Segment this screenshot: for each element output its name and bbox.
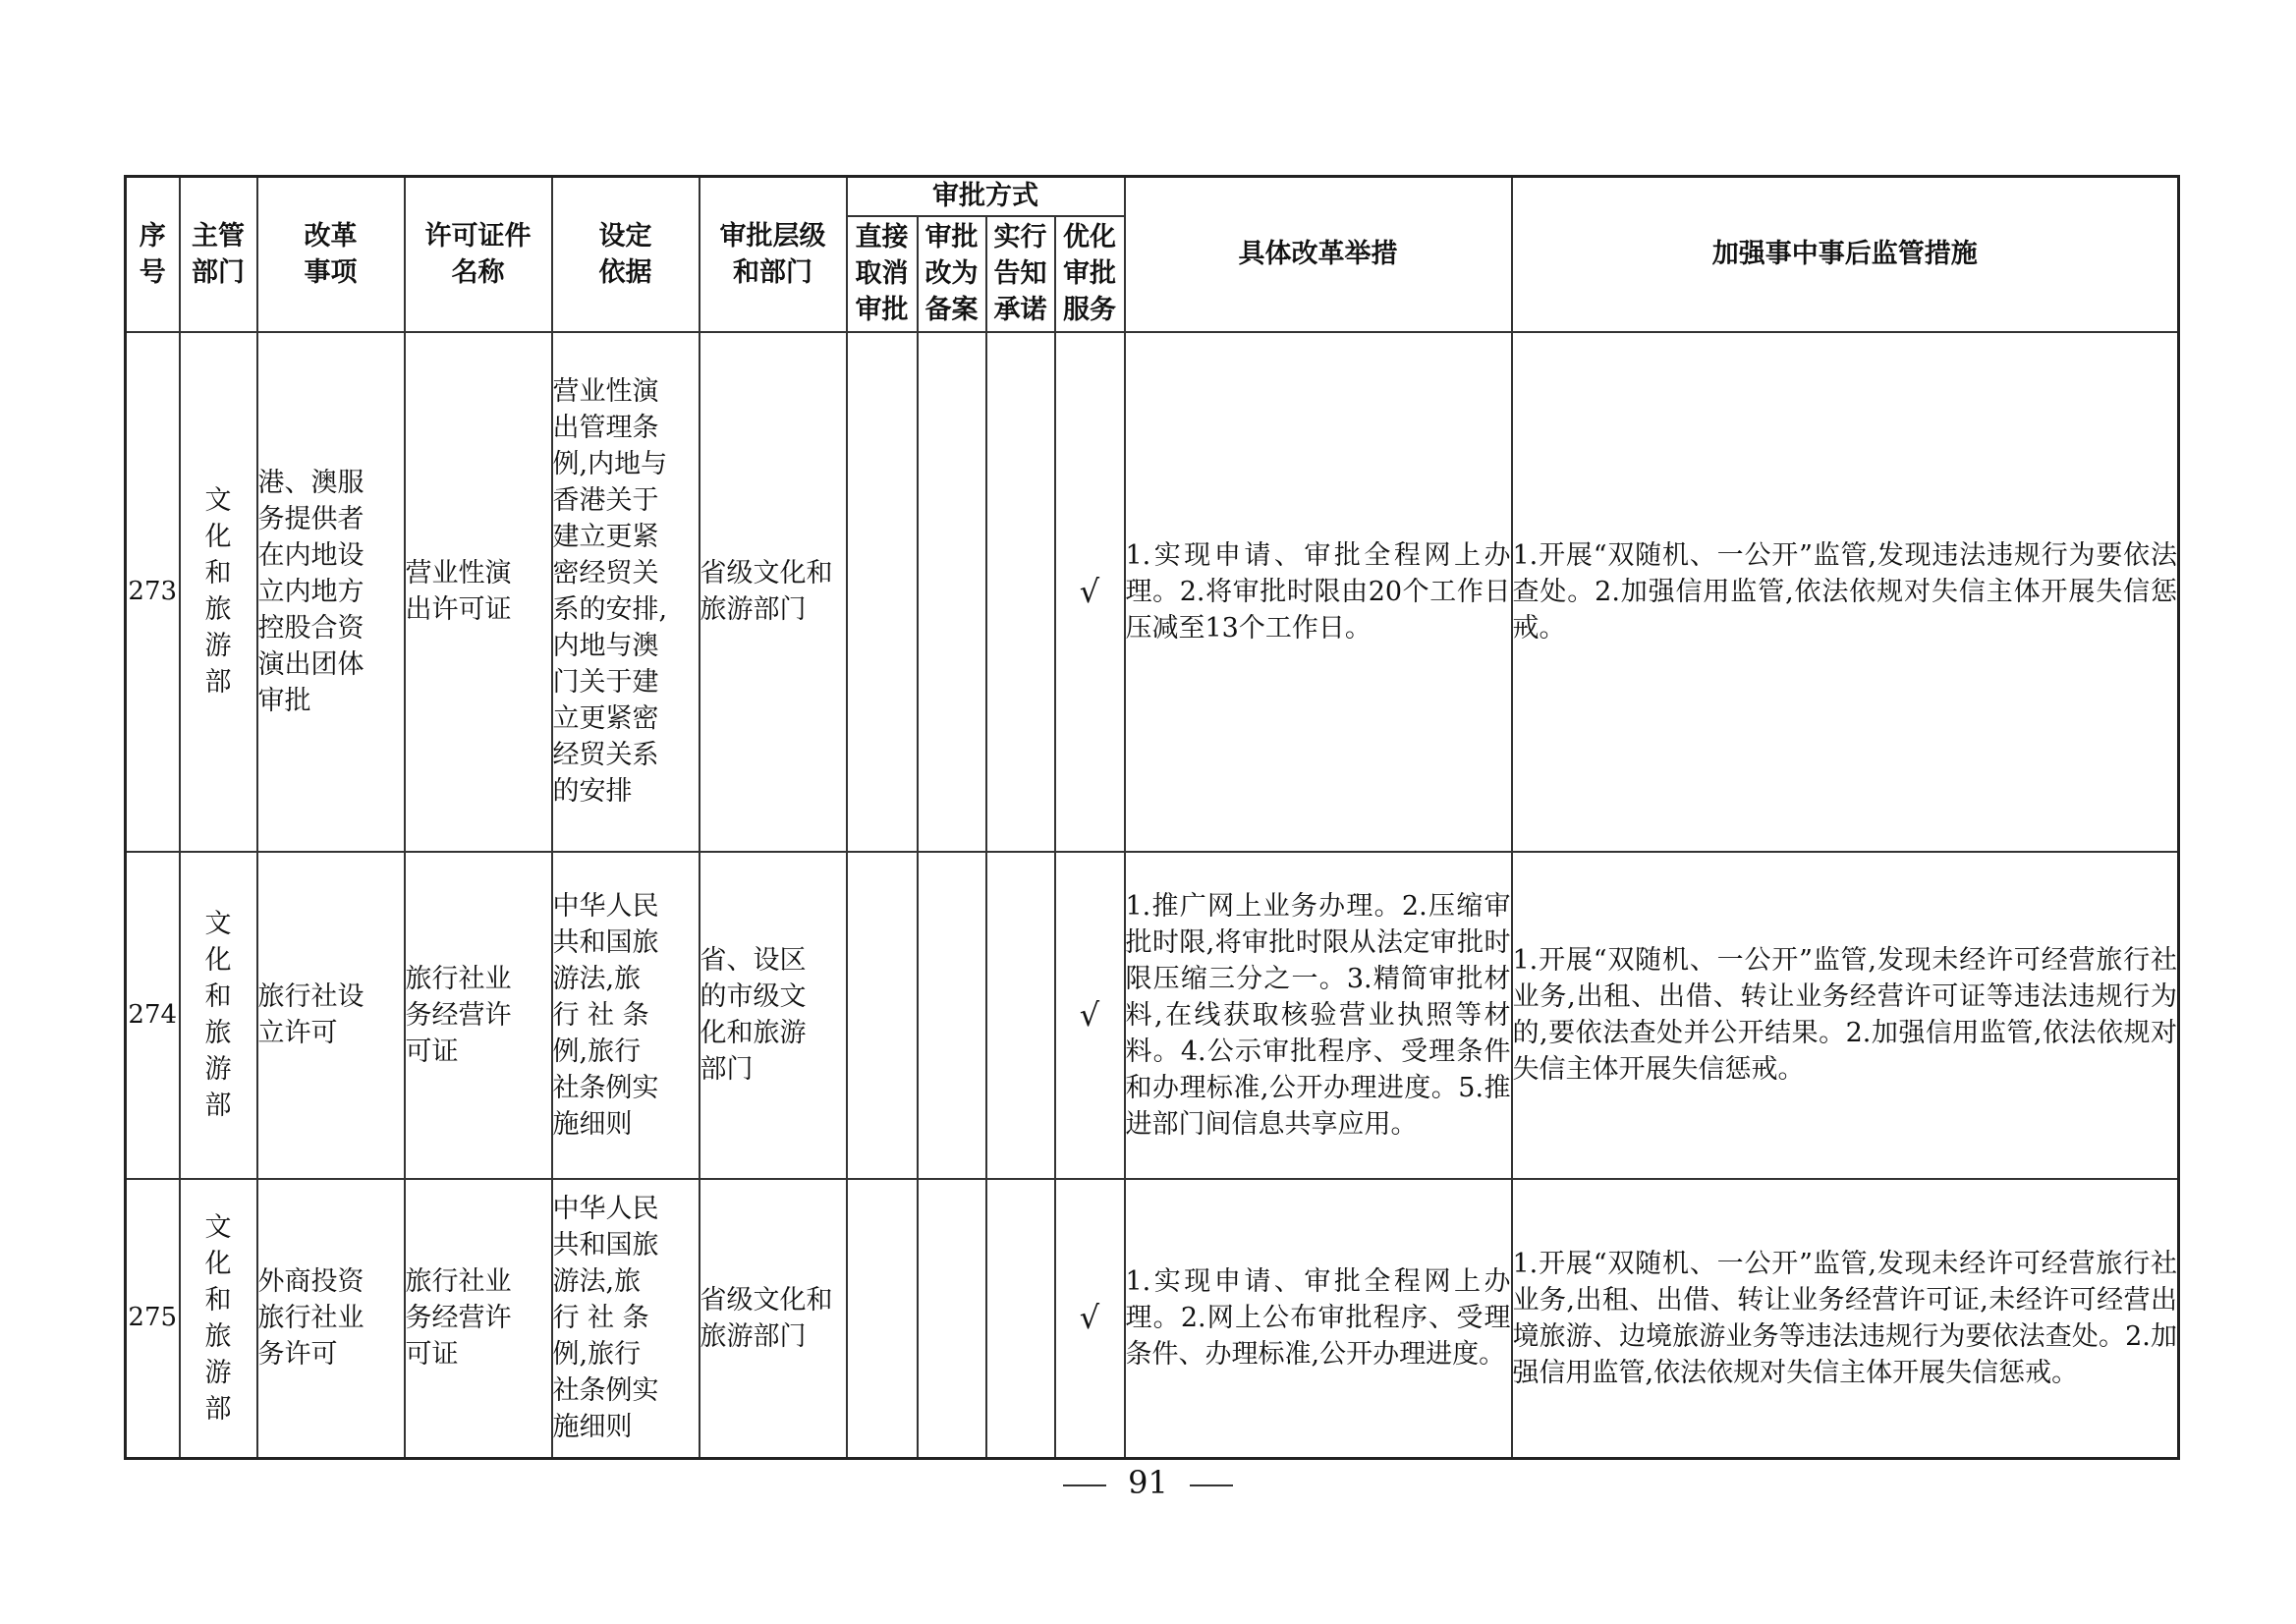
table-row	[126, 852, 2179, 1179]
row-dept: 文 化 和 旅 游 部	[180, 332, 257, 852]
header-supervision: 加强事中事后监管措施	[1512, 177, 2179, 332]
row-basis: 中华人民 共和国旅 游法,旅 行 社 条 例,旅行 社条例实 施细则	[552, 1179, 700, 1459]
footer-dash-left	[1063, 1484, 1106, 1486]
page-number: 91	[1128, 1464, 1168, 1501]
row-license: 旅行社业 务经营许 可证	[405, 852, 552, 1179]
header-level: 审批层级 和部门	[700, 177, 847, 332]
row-basis: 营业性演 出管理条 例,内地与 香港关于 建立更紧 密经贸关 系的安排, 内地与澳 门关于建 立更紧密 经贸关系 的安排	[552, 332, 700, 852]
header-method-cancel: 直接 取消 审批	[847, 216, 918, 332]
row-method-notify	[986, 1179, 1055, 1459]
header-measures: 具体改革举措	[1125, 177, 1512, 332]
row-item: 旅行社设 立许可	[257, 852, 405, 1179]
row-method-cancel	[847, 852, 918, 1179]
header-method-notify: 实行 告知 承诺	[986, 216, 1055, 332]
row-method-optimize: √	[1055, 852, 1125, 1179]
row-supervision: 1.开展“双随机、一公开”监管,发现违法违规行为要依法查处。2.加强信用监管,依法依规对失信主体开展失信惩戒。	[1512, 332, 2179, 852]
header-item: 改革 事项	[257, 177, 405, 332]
header-dept: 主管 部门	[180, 177, 257, 332]
footer-dash-right	[1190, 1484, 1233, 1486]
row-method-filing	[918, 332, 986, 852]
row-license: 旅行社业 务经营许 可证	[405, 1179, 552, 1459]
row-method-cancel	[847, 332, 918, 852]
page-footer	[0, 1464, 2296, 1501]
table-row	[126, 1179, 2179, 1459]
row-method-optimize: √	[1055, 332, 1125, 852]
row-method-notify	[986, 332, 1055, 852]
row-seq: 274	[126, 852, 180, 1179]
header-method-optimize: 优化 审批 服务	[1055, 216, 1125, 332]
row-dept: 文 化 和 旅 游 部	[180, 852, 257, 1179]
header-method-group: 审批方式	[847, 177, 1125, 216]
row-license: 营业性演 出许可证	[405, 332, 552, 852]
row-method-filing	[918, 852, 986, 1179]
row-method-notify	[986, 852, 1055, 1179]
row-seq: 273	[126, 332, 180, 852]
row-supervision: 1.开展“双随机、一公开”监管,发现未经许可经营旅行社业务,出租、出借、转让业务经营许可证,未经许可经营出境旅游、边境旅游业务等违法违规行为要依法查处。2.加强信用监管,依法依规对失信主体开展失信惩戒。	[1512, 1179, 2179, 1459]
header-basis: 设定 依据	[552, 177, 700, 332]
header-method-filing: 审批 改为 备案	[918, 216, 986, 332]
row-item: 外商投资 旅行社业 务许可	[257, 1179, 405, 1459]
row-level: 省级文化和 旅游部门	[700, 332, 847, 852]
row-dept: 文 化 和 旅 游 部	[180, 1179, 257, 1459]
header-license: 许可证件 名称	[405, 177, 552, 332]
row-measures: 1.实现申请、审批全程网上办理。2.网上公布审批程序、受理条件、办理标准,公开办理进度。	[1125, 1179, 1512, 1459]
row-method-filing	[918, 1179, 986, 1459]
reform-table	[124, 175, 2180, 1460]
row-measures: 1.推广网上业务办理。2.压缩审批时限,将审批时限从法定审批时限压缩三分之一。3.精简审批材料,在线获取核验营业执照等材料。4.公示审批程序、受理条件和办理标准,公开办理进度。5.推进部门间信息共享应用。	[1125, 852, 1512, 1179]
row-level: 省、设区 的市级文 化和旅游 部门	[700, 852, 847, 1179]
row-seq: 275	[126, 1179, 180, 1459]
row-measures: 1.实现申请、审批全程网上办理。2.将审批时限由20个工作日压减至13个工作日。	[1125, 332, 1512, 852]
row-basis: 中华人民 共和国旅 游法,旅 行 社 条 例,旅行 社条例实 施细则	[552, 852, 700, 1179]
row-method-optimize: √	[1055, 1179, 1125, 1459]
row-item: 港、澳服 务提供者 在内地设 立内地方 控股合资 演出团体 审批	[257, 332, 405, 852]
table-row	[126, 332, 2179, 852]
header-seq: 序 号	[126, 177, 180, 332]
row-method-cancel	[847, 1179, 918, 1459]
row-level: 省级文化和 旅游部门	[700, 1179, 847, 1459]
row-supervision: 1.开展“双随机、一公开”监管,发现未经许可经营旅行社业务,出租、出借、转让业务经营许可证等违法违规行为的,要依法查处并公开结果。2.加强信用监管,依法依规对失信主体开展失信惩戒。	[1512, 852, 2179, 1179]
